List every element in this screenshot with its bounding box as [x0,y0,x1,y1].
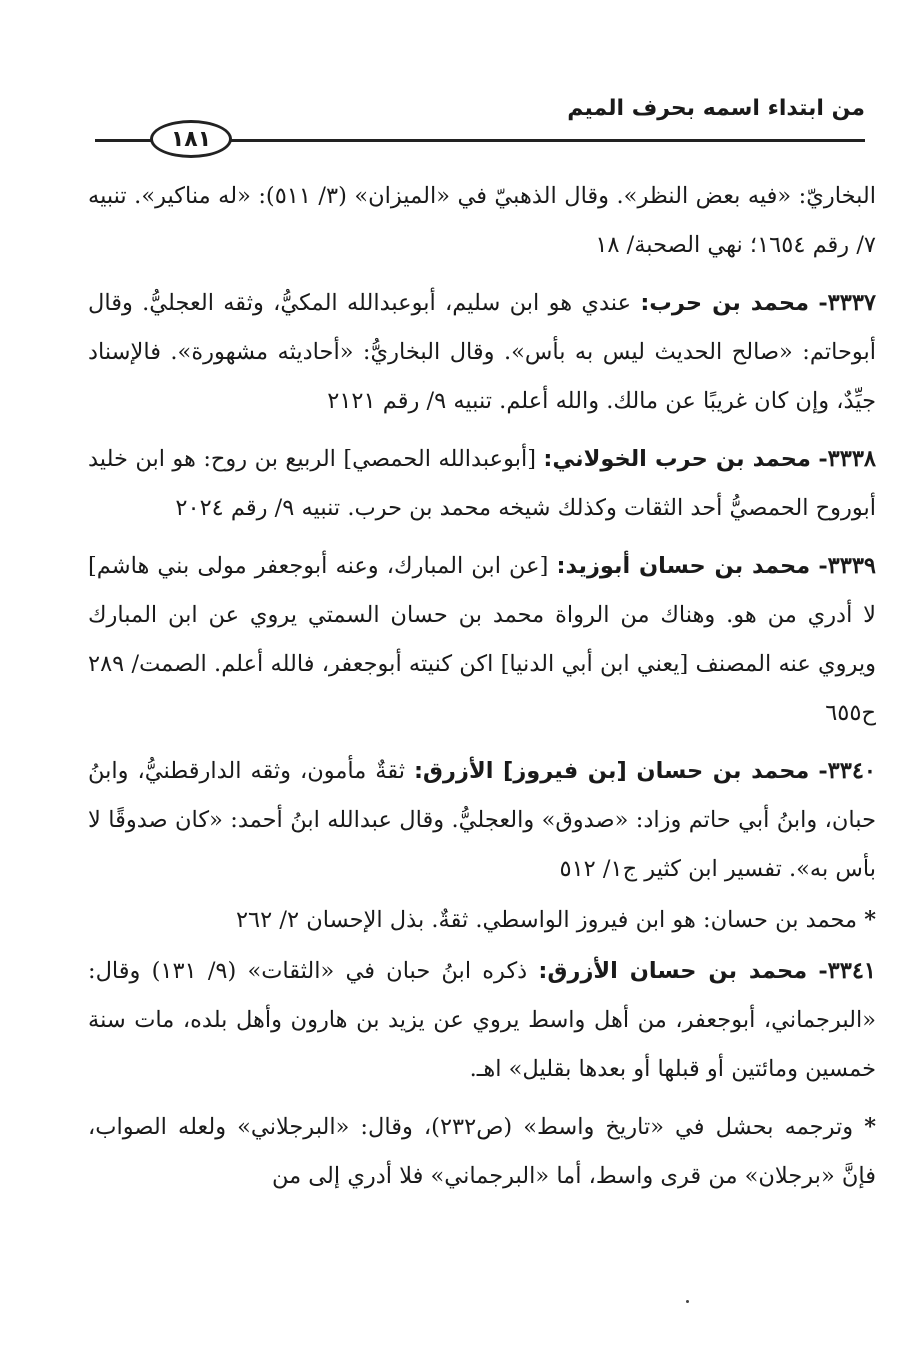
entry-text: [أبوعبدالله الحمصي] الربيع بن روح: هو ابن خليد أبوروح الحمصيُّ أحد الثقات وكذلك شيخه محمد بن حرب. تنبيه ٩/ رقم ٢٠٢٤ [88,446,876,521]
note-text: وترجمه بحشل في «تاريخ واسط» (ص٢٣٢)، وقال: «البرجلاني» ولعله الصواب، فإنَّ «برجلان» من قرى واسط، أما «البرجماني» فلا أدري إلى من [88,1114,876,1189]
entry-name: محمد بن حسان أبوزيد: [556,553,811,579]
body-text [88,172,876,1201]
entry-text: عندي هو ابن سليم، أبوعبدالله المكيُّ، وثقه العجليُّ. وقال أبوحاتم: «صالح الحديث ليس به بأس». وقال البخاريُّ: «أحاديثه مشهورة». فالإسناد جيِّدٌ، وإن كان غريبًا عن مالك. والله أعلم. تنبيه ٩/ رقم ٢١٢١ [88,290,876,414]
entry-name: محمد بن حرب: [640,290,810,316]
entry-text: [عن ابن المبارك، وعنه أبوجعفر مولى بني هاشم] لا أدري من هو. وهناك من الرواة محمد بن حسان السمتي يروي عن ابن المبارك ويروي عنه المصنف [يعني ابن أبي الدنيا] اكن كنيته أبوجعفر، فالله أعلم. الصمت/ ٢٨٩ ح٦٥٥ [88,553,876,726]
asterisk-marker: * [864,1114,876,1140]
note-ibn-fayruz [88,896,876,945]
entry-3337 [88,279,876,426]
entry-text: ذكره ابنُ حبان في «الثقات» (٩/ ١٣١) وقال: «البرجماني، أبوجعفر، من أهل واسط يروي عن يزيد بن هارون وأهل بلده، مات سنة خمسين ومائتين أو قبلها أو بعدها بقليل» اهـ. [88,958,876,1082]
running-title: من ابتداء اسمه بحرف الميم [567,96,865,121]
note-text: محمد بن حسان: هو ابن فيروز الواسطي. ثقةٌ. بذل الإحسان ٢/ ٢٦٢ [235,907,858,933]
entry-continuation [88,172,876,270]
page-number: ١٨١ [150,120,232,158]
asterisk-marker: * [864,907,876,933]
entry-3341 [88,947,876,1094]
entry-number: ٣٣٤١- [818,958,877,984]
print-speck [686,1300,689,1303]
entry-number: ٣٣٤٠- [818,758,876,784]
entry-name: محمد بن حسان الأزرق: [538,958,808,984]
entry-number: ٣٣٣٩- [818,553,876,579]
entry-name: محمد بن حسان [بن فيروز] الأزرق: [413,758,810,784]
note-bahshal [88,1103,876,1201]
entry-number: ٣٣٣٨- [818,446,877,472]
entry-name: محمد بن حرب الخولاني: [543,446,811,472]
entry-3339 [88,542,876,738]
entry-3338 [88,435,876,533]
entry-text: البخاريّ: «فيه بعض النظر». وقال الذهبيّ في «الميزان» (٣/ ٥١١): «له مناكير». تنبيه ٧/ رقم ١٦٥٤؛ نهي الصحبة/ ١٨ [88,183,877,258]
entry-3340 [88,747,876,894]
entry-number: ٣٣٣٧- [818,290,876,316]
entry-text: ثقةٌ مأمون، وثقه الدارقطنيُّ، وابنُ حبان، وابنُ أبي حاتم وزاد: «صدوق» والعجليُّ. وقال عبدالله ابنُ أحمد: «كان صدوقًا لا بأس به». تفسير ابن كثير ج١/ ٥١٢ [88,758,876,882]
